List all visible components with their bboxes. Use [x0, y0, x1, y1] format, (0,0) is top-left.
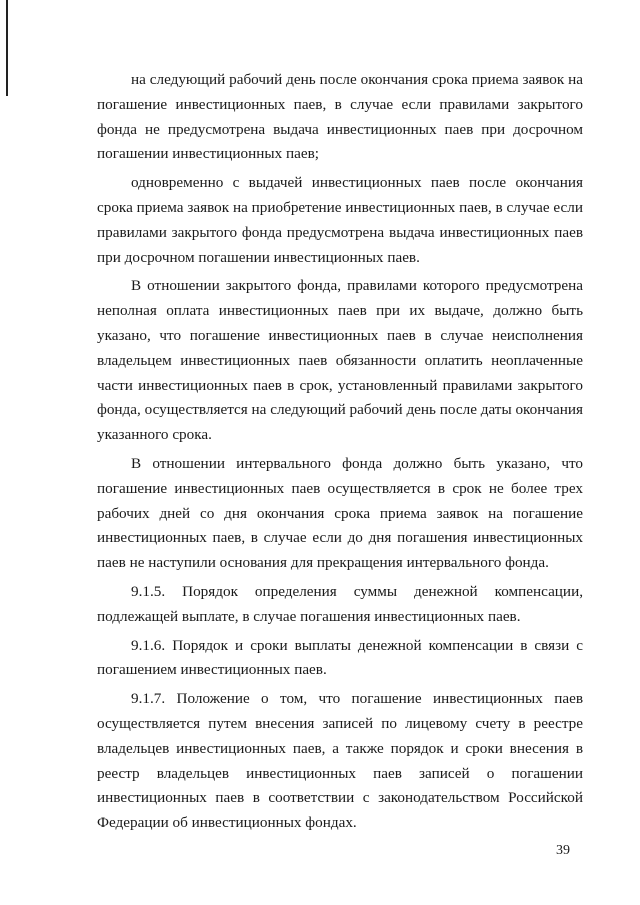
document-body [97, 68, 583, 840]
paragraph-9-1-7: 9.1.7. Положение о том, что погашение инвестиционных паев осуществляется путем внесения записей по лицевому счету в реестре владельцев инвестиционных паев, а также порядок и сроки внесения в реестр владельцев инвестиционных паев записей о погашении инвестиционных паев в соответствии с законодательством Российской Федерации об инвестиционных фондах. [97, 690, 583, 832]
paragraph-redemption-simultaneous: одновременно с выдачей инвестиционных паев после окончания срока приема заявок на приобретение инвестиционных паев, в случае если правилами закрытого фонда предусмотрена выдача инвестиционных паев при досрочном погашении инвестиционных паев. [97, 174, 583, 266]
paragraph-closed-fund: В отношении закрытого фонда, правилами которого предусмотрена неполная оплата инвестиционных паев при их выдаче, должно быть указано, что погашение инвестиционных паев в случае неисполнения владельцем инвестиционных паев обязанности оплатить неоплаченные части инвестиционных паев в срок, установленный правилами закрытого фонда, осуществляется на следующий рабочий день после даты окончания указанного срока. [97, 277, 583, 444]
paragraph-9-1-6: 9.1.6. Порядок и сроки выплаты денежной компенсации в связи с погашением инвестиционных паев. [97, 636, 583, 679]
page-number: 39 [556, 843, 570, 858]
paragraph-interval-fund: В отношении интервального фонда должно быть указано, что погашение инвестиционных паев осуществляется в срок не более трех рабочих дней со дня окончания срока приема заявок на погашение инвестиционных паев, в случае если до дня погашения инвестиционных паев не наступили основания для прекращения интервального фонда. [97, 454, 583, 572]
paragraph-9-1-5: 9.1.5. Порядок определения суммы денежной компенсации, подлежащей выплате, в случае погашения инвестиционных паев. [97, 582, 583, 625]
paragraph-redemption-next-day: на следующий рабочий день после окончания срока приема заявок на погашение инвестиционных паев, в случае если правилами закрытого фонда не предусмотрена выдача инвестиционных паев при досрочном погашении инвестиционных паев; [97, 71, 583, 163]
scan-edge-mark [6, 0, 8, 96]
